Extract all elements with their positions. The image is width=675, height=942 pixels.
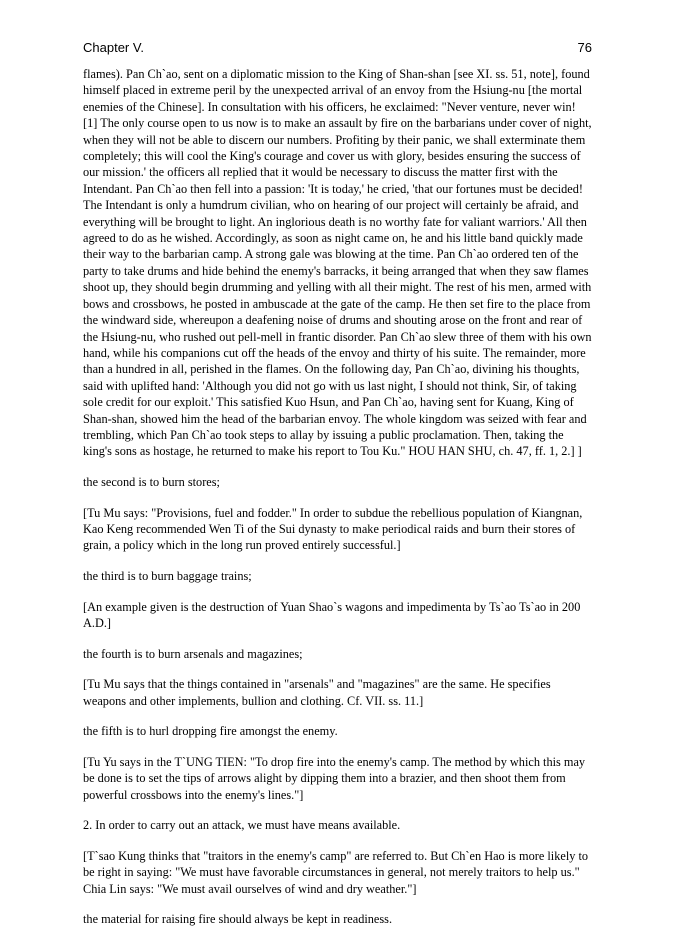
paragraph-yuan-shao-example: [An example given is the destruction of Yuan Shao`s wagons and impedimenta by Ts`ao Ts`ao in 200 A.D.] [83, 599, 581, 630]
page-header [83, 40, 592, 58]
page-body [83, 66, 593, 942]
paragraph-tu-mu-arsenals: [Tu Mu says that the things contained in "arsenals" and "magazines" are the same. He specifies weapons and other implements, bullion and clothing. Cf. VII. ss. 11.] [83, 677, 551, 708]
paragraph-tu-mu-provisions: [Tu Mu says: "Provisions, fuel and fodder." In order to subdue the rebellious population of Kiangnan, Kao Keng recommended Wen Ti of the Sui dynasty to make periodical raids and burn their stores of grain, a policy which in the long run proved entirely successful.] [83, 505, 583, 553]
paragraph-material-readiness: the material for raising fire should always be kept in readiness. [83, 912, 393, 927]
paragraph-tsao-kung-traitors: [T`sao Kung thinks that "traitors in the enemy's camp" are referred to. But Ch`en Hao is more likely to be right in saying: "We must have favorable circumstances in general, not merely traitors to help us." Chia Lin says: "We must avail ourselves of wind and dry weather."] [83, 848, 589, 896]
paragraph-means-available: 2. In order to carry out an attack, we must have means available. [83, 818, 401, 833]
chapter-title: Chapter V. [83, 40, 144, 55]
paragraph-burn-stores: the second is to burn stores; [83, 474, 220, 489]
paragraph-tu-yu-tung-tien: [Tu Yu says in the T`UNG TIEN: "To drop fire into the enemy's camp. The method by which this may be done is to set the tips of arrows alight by dipping them into a brazier, and then shoot them from powerful crossbows into the enemy's lines."] [83, 754, 586, 802]
paragraph-burn-arsenals: the fourth is to burn arsenals and magazines; [83, 646, 303, 661]
paragraph-pan-chao-story: flames). Pan Ch`ao, sent on a diplomatic mission to the King of Shan-shan [see XI. ss. 51, note], found himself placed in extreme peril by the unexpected arrival of an envoy from the Hsiung-nu [the mortal enemies of the Chinese]. In consultation with his officers, he exclaimed: "Never venture, never win! [1] The only course open to us now is to make an assault by fire on the barbarians under cover of night, when they will not be able to discern our numbers. Profiting by their panic, we shall exterminate them completely; this will cool the King's courage and cover us with glory, besides ensuring the success of our mission.' the officers all replied that it would be necessary to discuss the matter first with the Intendant. Pan Ch`ao then fell into a passion: 'It is today,' he cried, 'that our fortunes must be decided! The Intendant is only a humdrum civilian, who on hearing of our project will certainly be afraid, and everything will be brought to light. An inglorious death is no worthy fate for valiant warriors.' All then agreed to do as he wished. Accordingly, as soon as night came on, he and his little band quickly made their way to the barbarian camp. A strong gale was blowing at the time. Pan Ch`ao ordered ten of the party to take drums and hide behind the enemy's barracks, it being arranged that when they saw flames shoot up, they should begin drumming and yelling with all their might. The rest of his men, armed with bows and crossbows, he posted in ambuscade at the gate of the camp. He then set fire to the place from the windward side, whereupon a deafening noise of drums and shouting arose on the front and rear of the Hsiung-nu, who rushed out pell-mell in frantic disorder. Pan Ch`ao slew three of them with his own hand, while his companions cut off the heads of the envoy and thirty of his suite. The remainder, more than a hundred in all, perished in the flames. On the following day, Pan Ch`ao, divining his thoughts, said with uplifted hand: 'Although you did not go with us last night, I should not think, Sir, of taking sole credit for our exploit.' This satisfied Kuo Hsun, and Pan Ch`ao, having sent for Kuang, King of Shan-shan, showed him the head of the barbarian envoy. The whole kingdom was seized with fear and trembling, which Pan Ch`ao took steps to allay by issuing a public proclamation. Then, taking the king's sons as hostage, he returned to make his report to Tou Ku." HOU HAN SHU, ch. 47, ff. 1, 2.] ] [83, 67, 592, 459]
page-number: 76 [577, 40, 592, 55]
paragraph-dropping-fire: the fifth is to hurl dropping fire amongst the enemy. [83, 724, 338, 739]
paragraph-burn-baggage: the third is to burn baggage trains; [83, 568, 252, 583]
